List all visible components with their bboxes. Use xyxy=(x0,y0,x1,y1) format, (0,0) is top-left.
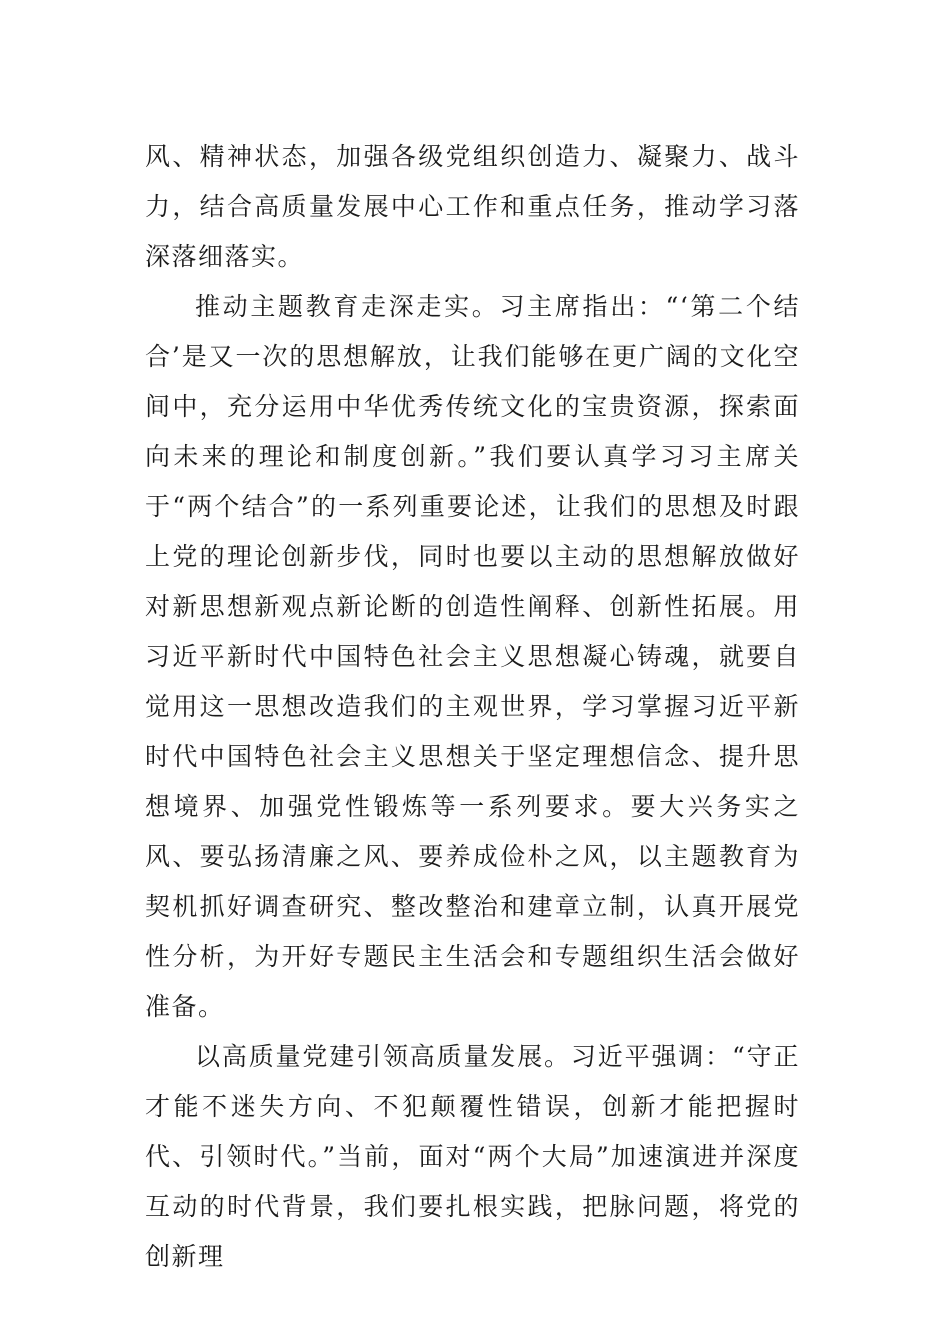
paragraph-high-quality-development: 以高质量党建引领高质量发展。习近平强调：“守正才能不迷失方向、不犯颠覆性错误，创新才能把握时代、引领时代。”当前，面对“两个大局”加速演进并深度互动的时代背景，我们要扎根实践，把脉问题，将党的创新理 xyxy=(145,1042,800,1271)
body-text xyxy=(145,132,800,1282)
paragraph-continued-from-previous-page: 风、精神状态，加强各级党组织创造力、凝聚力、战斗力，结合高质量发展中心工作和重点任务，推动学习落深落细落实。 xyxy=(145,142,800,271)
paragraph-thematic-education: 推动主题教育走深走实。习主席指出：“‘第二个结合’是又一次的思想解放，让我们能够在更广阔的文化空间中，充分运用中华优秀传统文化的宝贵资源，探索面向未来的理论和制度创新。”我们要认真学习习主席关于“两个结合”的一系列重要论述，让我们的思想及时跟上党的理论创新步伐，同时也要以主动的思想解放做好对新思想新观点新论断的创造性阐释、创新性拓展。用习近平新时代中国特色社会主义思想凝心铸魂，就要自觉用这一思想改造我们的主观世界，学习掌握习近平新时代中国特色社会主义思想关于坚定理想信念、提升思想境界、加强党性锻炼等一系列要求。要大兴务实之风、要弘扬清廉之风、要养成俭朴之风，以主题教育为契机抓好调查研究、整改整治和建章立制，认真开展党性分析，为开好专题民主生活会和专题组织生活会做好准备。 xyxy=(145,292,800,1021)
